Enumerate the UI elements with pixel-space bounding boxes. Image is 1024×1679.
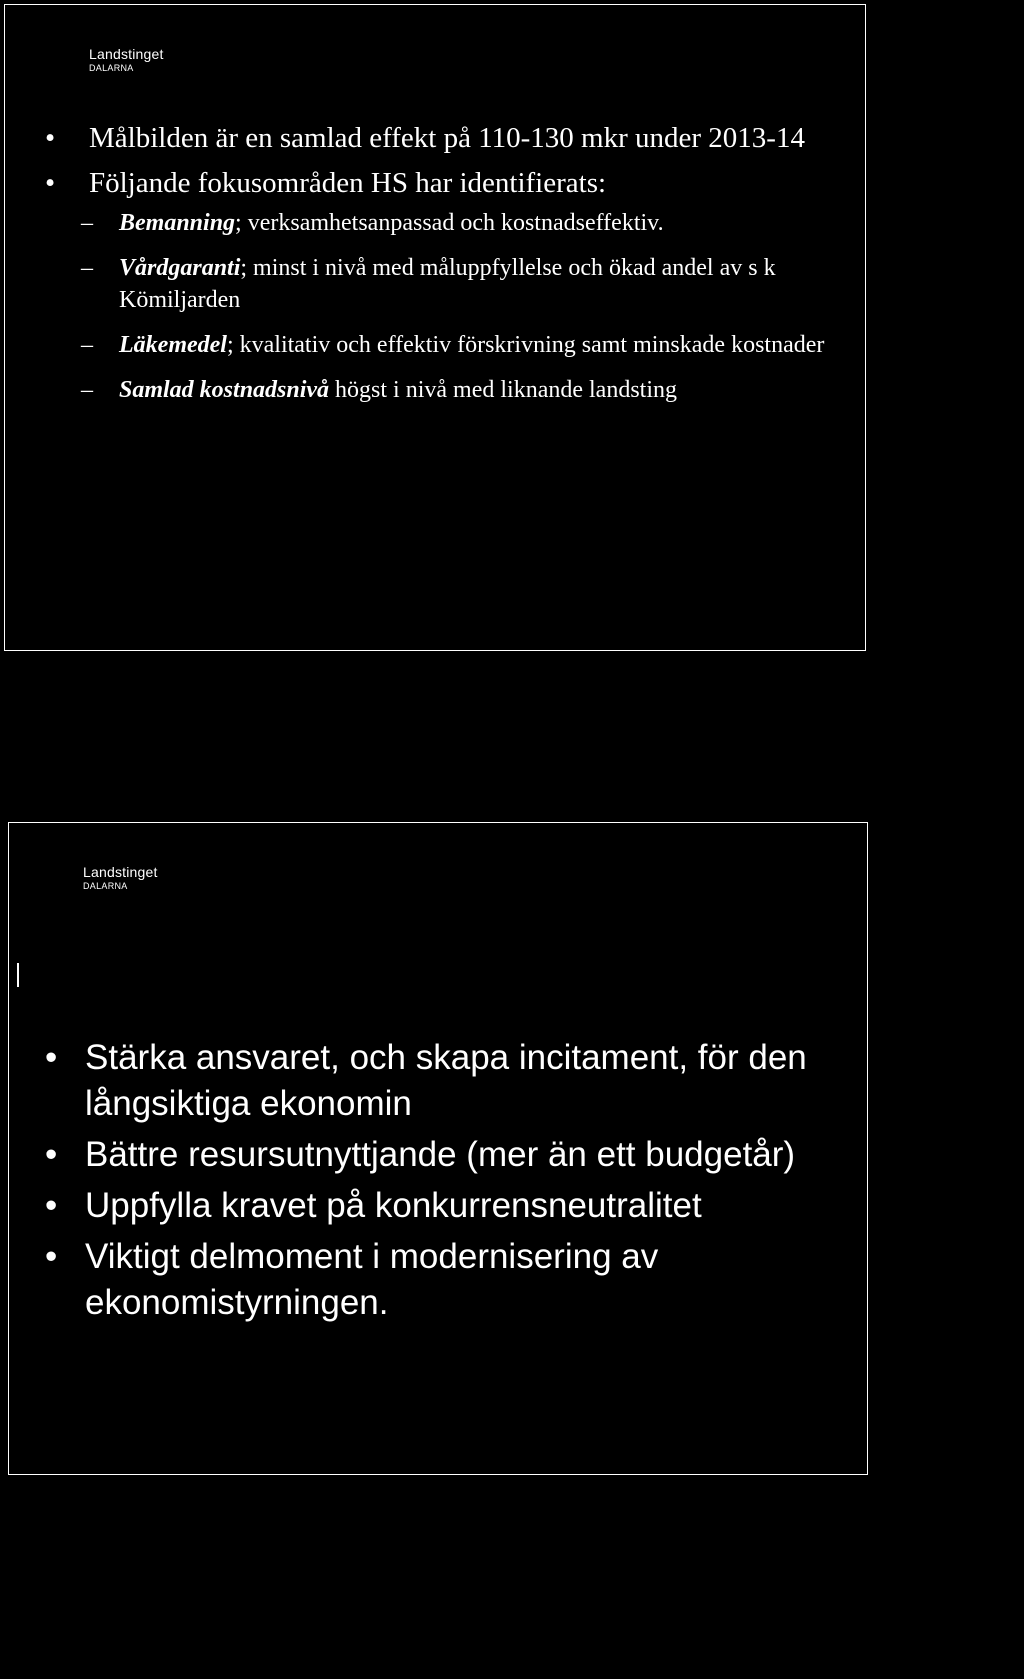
- bullet-item: • Följande fokusområden HS har identifierats:: [45, 162, 835, 205]
- landstinget-dalarna-logo: [89, 47, 164, 73]
- slide-1-bullet-list: [45, 117, 835, 419]
- landstinget-dalarna-logo: [83, 865, 158, 891]
- logo-region: DALARNA: [83, 881, 128, 891]
- bullet-item: • Viktigt delmoment i modernisering av ekonomistyrningen.: [45, 1234, 845, 1326]
- logo-name: Landstinget: [83, 864, 158, 880]
- sub-bullet-text: ; minst i nivå med måluppfyllelse och ökad andel av s k Kömiljarden: [119, 255, 776, 313]
- sub-bullet-text: ; kvalitativ och effektiv förskrivning samt minskade kostnader: [226, 332, 825, 358]
- sub-bullet-text: ; verksamhetsanpassad och kostnadseffektiv.: [235, 210, 664, 236]
- sub-bullet-text: högst i nivå med liknande landsting: [329, 377, 677, 403]
- slide-2: [8, 822, 868, 1475]
- sub-bullet-lead: Bemanning: [119, 210, 236, 236]
- bullet-item: • Uppfylla kravet på konkurrensneutralitet: [45, 1183, 845, 1229]
- sub-bullet-item: [45, 329, 835, 361]
- sub-bullet-item: [45, 374, 835, 406]
- sub-bullet-item: [45, 252, 835, 316]
- sub-bullet-item: [45, 207, 835, 239]
- logo-region: DALARNA: [89, 63, 134, 73]
- bullet-item: • Stärka ansvaret, och skapa incitament, för den långsiktiga ekonomin: [45, 1035, 845, 1127]
- sub-bullet-lead: Samlad kostnadsnivå: [119, 377, 330, 403]
- scan-mark: [17, 963, 19, 987]
- sub-bullet-lead: Läkemedel: [119, 332, 227, 358]
- slide-1: [4, 4, 866, 651]
- bullet-item: • Målbilden är en samlad effekt på 110-130 mkr under 2013-14: [45, 117, 835, 160]
- slide-2-bullet-list: [45, 1035, 845, 1331]
- logo-name: Landstinget: [89, 46, 164, 62]
- bullet-item: • Bättre resursutnyttjande (mer än ett budgetår): [45, 1132, 845, 1178]
- sub-bullet-lead: Vårdgaranti: [119, 255, 241, 281]
